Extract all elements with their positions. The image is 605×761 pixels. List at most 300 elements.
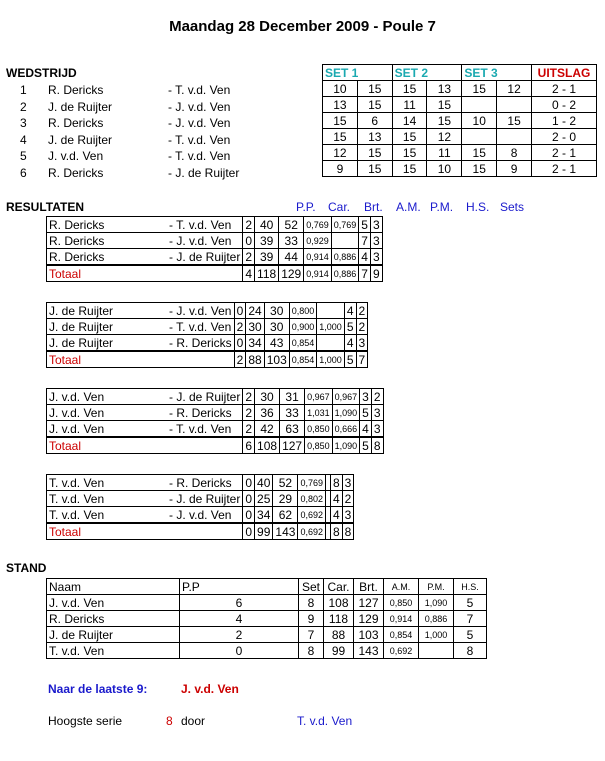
total-brt: 103 <box>264 351 289 368</box>
match-player1: J. de Ruijter <box>48 99 113 114</box>
sets-table <box>322 64 597 177</box>
total-pm: 0,886 <box>331 265 359 282</box>
result-player2: - T. v.d. Ven <box>169 421 232 436</box>
result-hs: 5 <box>359 217 371 233</box>
total-label: Totaal <box>47 351 235 368</box>
sets-row <box>323 145 597 161</box>
uitslag-value: 0 - 2 <box>532 97 597 113</box>
total-row <box>47 265 383 282</box>
result-player2: - R. Dericks <box>169 405 232 420</box>
uitslag-value: 2 - 1 <box>532 161 597 177</box>
hoogste-serie-player: T. v.d. Ven <box>297 714 353 728</box>
match-player1: J. de Ruijter <box>48 132 113 147</box>
result-am: 0,967 <box>305 389 333 405</box>
stand-header: P.M. <box>419 579 454 595</box>
stand-pm: 1,090 <box>419 595 454 611</box>
stand-header: Brt. <box>354 579 384 595</box>
page-title: Maandag 28 December 2009 - Poule 7 <box>169 18 436 35</box>
result-hs: 4 <box>344 335 356 352</box>
result-hs: 5 <box>360 405 372 421</box>
stand-header: A.M. <box>384 579 419 595</box>
stand-row <box>47 627 487 643</box>
match-number: 3 <box>20 116 27 130</box>
result-player1: J. de Ruijter <box>49 335 114 350</box>
result-pp: 0 <box>243 491 255 507</box>
result-hs: 3 <box>360 389 372 405</box>
result-pm: 1,090 <box>332 405 360 421</box>
set-score: 15 <box>462 161 497 177</box>
total-pp: 2 <box>234 351 246 368</box>
stand-naam: J. de Ruijter <box>47 627 180 643</box>
result-brt: 30 <box>264 303 289 319</box>
result-pp: 2 <box>234 319 246 335</box>
match-player1: R. Dericks <box>48 83 104 97</box>
match-number: 2 <box>20 99 27 114</box>
stand-header: P.P <box>180 579 299 595</box>
stand-brt: 103 <box>354 627 384 643</box>
set-score: 15 <box>357 145 392 161</box>
total-row <box>47 351 368 368</box>
stand-set: 7 <box>299 627 324 643</box>
total-car: 99 <box>255 523 273 540</box>
stand-car: 108 <box>324 595 354 611</box>
resultaten-group <box>46 388 384 454</box>
result-am: 0,692 <box>298 507 326 524</box>
result-pp: 0 <box>234 335 246 352</box>
stand-heading: STAND <box>6 561 47 575</box>
stand-header: H.S. <box>454 579 487 595</box>
stand-car: 88 <box>324 627 354 643</box>
result-player2: - R. Dericks <box>169 335 232 350</box>
result-brt: 33 <box>280 405 305 421</box>
total-hs: 8 <box>330 523 342 540</box>
result-players <box>47 249 243 266</box>
result-car: 39 <box>255 249 279 266</box>
stand-hs: 5 <box>454 595 487 611</box>
set-score: 15 <box>392 145 427 161</box>
result-pm: 0,967 <box>332 389 360 405</box>
result-pp: 0 <box>243 475 255 491</box>
total-hs: 5 <box>360 437 372 454</box>
result-am: 0,900 <box>289 319 317 335</box>
result-am: 0,854 <box>289 335 317 352</box>
stand-naam: R. Dericks <box>47 611 180 627</box>
match-number: 5 <box>20 149 27 163</box>
total-am: 0,914 <box>304 265 332 282</box>
stand-header-row <box>47 579 487 595</box>
match-player1: R. Dericks <box>48 116 104 130</box>
result-car: 24 <box>246 303 264 319</box>
uitslag-header: UITSLAG <box>532 65 597 81</box>
stand-set: 9 <box>299 611 324 627</box>
sets-row <box>323 113 597 129</box>
total-row <box>47 523 354 540</box>
stand-pp: 4 <box>180 611 299 627</box>
resultaten-header: Sets <box>500 200 525 214</box>
set3-header: SET 3 <box>462 65 532 81</box>
total-hs: 7 <box>359 265 371 282</box>
stand-header: Set <box>299 579 324 595</box>
stand-hs: 5 <box>454 627 487 643</box>
total-label: Totaal <box>47 523 243 540</box>
stand-set: 8 <box>299 643 324 659</box>
set-score: 13 <box>357 129 392 145</box>
result-hs: 7 <box>359 233 371 249</box>
set-score: 13 <box>323 97 358 113</box>
set-score: 15 <box>357 81 392 97</box>
stand-naam: J. v.d. Ven <box>47 595 180 611</box>
result-brt: 29 <box>273 491 298 507</box>
result-pm: 0,886 <box>331 249 359 266</box>
result-sets: 3 <box>370 249 382 266</box>
stand-header: Car. <box>324 579 354 595</box>
stand-am: 0,692 <box>384 643 419 659</box>
match-player2: - T. v.d. Ven <box>168 149 231 163</box>
result-players <box>47 335 235 352</box>
result-player1: R. Dericks <box>49 217 105 232</box>
set-score: 15 <box>323 113 358 129</box>
stand-hs: 7 <box>454 611 487 627</box>
result-brt: 62 <box>273 507 298 524</box>
result-pp: 2 <box>243 389 255 405</box>
result-sets: 3 <box>371 405 383 421</box>
result-sets: 2 <box>356 303 368 319</box>
total-am: 0,850 <box>305 437 333 454</box>
total-pp: 0 <box>243 523 255 540</box>
result-player1: J. v.d. Ven <box>49 389 105 404</box>
set-score: 8 <box>497 145 532 161</box>
total-am: 0,692 <box>298 523 326 540</box>
result-car: 34 <box>246 335 264 352</box>
result-hs: 8 <box>330 475 342 491</box>
set-score: 12 <box>323 145 358 161</box>
total-sets: 9 <box>370 265 382 282</box>
set-score: 15 <box>357 161 392 177</box>
resultaten-heading: RESULTATEN <box>6 200 84 214</box>
result-row <box>47 249 383 266</box>
result-players <box>47 319 235 335</box>
result-player2: - J. de Ruijter <box>169 389 241 404</box>
result-am: 0,914 <box>304 249 332 266</box>
total-brt: 143 <box>273 523 298 540</box>
result-pp: 0 <box>243 507 255 524</box>
result-pp: 2 <box>243 405 255 421</box>
set-score: 11 <box>427 145 462 161</box>
result-row <box>47 405 384 421</box>
result-player2: - J. v.d. Ven <box>169 303 232 318</box>
set-score: 13 <box>427 81 462 97</box>
result-player1: R. Dericks <box>49 233 105 248</box>
result-am: 0,800 <box>289 303 317 319</box>
laatste-label: Naar de laatste 9: <box>48 682 148 696</box>
stand-table <box>46 578 487 659</box>
total-sets: 8 <box>371 437 383 454</box>
total-car: 108 <box>255 437 280 454</box>
result-hs: 4 <box>344 303 356 319</box>
stand-brt: 143 <box>354 643 384 659</box>
match-player1: J. v.d. Ven <box>48 149 104 163</box>
set-score: 15 <box>392 129 427 145</box>
result-hs: 4 <box>330 507 342 524</box>
sets-row <box>323 129 597 145</box>
result-brt: 31 <box>280 389 305 405</box>
resultaten-header: P.M. <box>430 200 454 214</box>
result-am: 0,769 <box>298 475 326 491</box>
hoogste-serie-label: Hoogste serie <box>48 714 123 728</box>
result-player2: - J. de Ruijter <box>169 249 241 264</box>
result-sets: 2 <box>356 319 368 335</box>
result-hs: 4 <box>360 421 372 438</box>
match-player2: - T. v.d. Ven <box>168 83 231 97</box>
result-player2: - T. v.d. Ven <box>169 319 232 334</box>
total-am: 0,854 <box>289 351 317 368</box>
resultaten-header: P.P. <box>296 200 316 214</box>
total-pm: 1,000 <box>317 351 345 368</box>
result-player2: - T. v.d. Ven <box>169 217 232 232</box>
set-score <box>497 97 532 113</box>
result-pp: 2 <box>243 421 255 438</box>
resultaten-header: Car. <box>328 200 351 214</box>
result-row <box>47 319 368 335</box>
set-score: 15 <box>462 145 497 161</box>
match-number: 1 <box>20 83 27 97</box>
result-sets: 3 <box>370 217 382 233</box>
set-score: 15 <box>427 113 462 129</box>
result-players <box>47 303 235 319</box>
set-score: 9 <box>323 161 358 177</box>
set-score: 15 <box>357 97 392 113</box>
match-player2: - J. v.d. Ven <box>168 99 231 114</box>
total-hs: 5 <box>344 351 356 368</box>
result-player2: - R. Dericks <box>169 475 232 490</box>
stand-naam: T. v.d. Ven <box>47 643 180 659</box>
total-sets: 7 <box>356 351 368 368</box>
stand-pp: 0 <box>180 643 299 659</box>
result-brt: 52 <box>279 217 304 233</box>
result-players <box>47 405 243 421</box>
result-sets: 3 <box>342 475 354 491</box>
result-car: 40 <box>255 217 279 233</box>
laatste-value: J. v.d. Ven <box>181 682 239 696</box>
result-brt: 63 <box>280 421 305 438</box>
result-player1: J. v.d. Ven <box>49 405 105 420</box>
uitslag-value: 1 - 2 <box>532 113 597 129</box>
stand-car: 118 <box>324 611 354 627</box>
match-number: 6 <box>20 165 27 180</box>
resultaten-group <box>46 302 368 368</box>
stand-am: 0,854 <box>384 627 419 643</box>
result-row <box>47 217 383 233</box>
result-sets: 3 <box>342 507 354 524</box>
result-pm <box>317 335 345 352</box>
total-pp: 6 <box>243 437 255 454</box>
result-brt: 33 <box>279 233 304 249</box>
stand-row <box>47 611 487 627</box>
result-player1: J. de Ruijter <box>49 303 114 318</box>
result-players <box>47 233 243 249</box>
result-pm: 0,666 <box>332 421 360 438</box>
result-row <box>47 421 384 438</box>
set-score: 15 <box>427 97 462 113</box>
stand-brt: 129 <box>354 611 384 627</box>
result-player1: T. v.d. Ven <box>49 491 105 506</box>
total-car: 118 <box>255 265 279 282</box>
set-score: 15 <box>497 113 532 129</box>
result-car: 39 <box>255 233 279 249</box>
total-row <box>47 437 384 454</box>
result-am: 0,769 <box>304 217 332 233</box>
set-score <box>462 129 497 145</box>
wedstrijd-heading: WEDSTRIJD <box>6 66 77 80</box>
result-car: 36 <box>255 405 280 421</box>
result-brt: 30 <box>264 319 289 335</box>
stand-header: Naam <box>47 579 180 595</box>
resultaten-header: H.S. <box>466 200 490 214</box>
result-players <box>47 217 243 233</box>
set-score: 10 <box>462 113 497 129</box>
hoogste-serie-door: door <box>181 714 206 728</box>
match-number: 4 <box>20 132 27 147</box>
match-player2: - J. de Ruijter <box>168 165 240 180</box>
result-pm <box>317 303 345 319</box>
set-score: 15 <box>392 81 427 97</box>
set-score <box>462 97 497 113</box>
result-car: 40 <box>255 475 273 491</box>
result-car: 30 <box>246 319 264 335</box>
total-label: Totaal <box>47 437 243 454</box>
total-pm: 1,090 <box>332 437 360 454</box>
result-brt: 52 <box>273 475 298 491</box>
result-am: 1,031 <box>305 405 333 421</box>
stand-am: 0,850 <box>384 595 419 611</box>
result-hs: 4 <box>359 249 371 266</box>
result-players <box>47 491 243 507</box>
total-brt: 129 <box>279 265 304 282</box>
result-pp: 2 <box>243 217 255 233</box>
result-row <box>47 475 354 491</box>
result-players <box>47 421 243 438</box>
set2-header: SET 2 <box>392 65 462 81</box>
result-player1: J. v.d. Ven <box>49 421 105 436</box>
result-am: 0,802 <box>298 491 326 507</box>
result-am: 0,850 <box>305 421 333 438</box>
result-pp: 2 <box>243 249 255 266</box>
hoogste-serie-value: 8 <box>166 714 173 728</box>
set-score: 12 <box>427 129 462 145</box>
result-row <box>47 335 368 352</box>
stand-pp: 6 <box>180 595 299 611</box>
set1-header: SET 1 <box>323 65 393 81</box>
stand-row <box>47 643 487 659</box>
result-player1: J. de Ruijter <box>49 319 114 334</box>
result-player2: - J. v.d. Ven <box>169 507 232 522</box>
result-pm <box>331 233 359 249</box>
match-player2: - T. v.d. Ven <box>168 132 231 147</box>
resultaten-group <box>46 216 383 282</box>
total-label: Totaal <box>47 265 243 282</box>
result-player1: T. v.d. Ven <box>49 507 105 522</box>
set-score: 15 <box>323 129 358 145</box>
sets-row <box>323 161 597 177</box>
result-player1: R. Dericks <box>49 249 105 264</box>
result-sets: 3 <box>371 421 383 438</box>
total-brt: 127 <box>280 437 305 454</box>
resultaten-group <box>46 474 354 540</box>
stand-brt: 127 <box>354 595 384 611</box>
sets-row <box>323 97 597 113</box>
result-players <box>47 475 243 491</box>
uitslag-value: 2 - 1 <box>532 145 597 161</box>
result-sets: 2 <box>371 389 383 405</box>
result-player1: T. v.d. Ven <box>49 475 105 490</box>
result-players <box>47 507 243 524</box>
total-car: 88 <box>246 351 264 368</box>
result-car: 34 <box>255 507 273 524</box>
result-am: 0,929 <box>304 233 332 249</box>
result-hs: 4 <box>330 491 342 507</box>
result-player2: - J. de Ruijter <box>169 491 241 506</box>
uitslag-value: 2 - 1 <box>532 81 597 97</box>
result-player2: - J. v.d. Ven <box>169 233 232 248</box>
set-score: 10 <box>323 81 358 97</box>
uitslag-value: 2 - 0 <box>532 129 597 145</box>
stand-pp: 2 <box>180 627 299 643</box>
stand-pm: 1,000 <box>419 627 454 643</box>
resultaten-header: Brt. <box>364 200 383 214</box>
set-score: 12 <box>497 81 532 97</box>
result-players <box>47 389 243 405</box>
set-score: 15 <box>392 161 427 177</box>
result-sets: 2 <box>342 491 354 507</box>
set-score: 6 <box>357 113 392 129</box>
result-brt: 43 <box>264 335 289 352</box>
sets-row <box>323 81 597 97</box>
total-pp: 4 <box>243 265 255 282</box>
stand-am: 0,914 <box>384 611 419 627</box>
set-score: 14 <box>392 113 427 129</box>
set-score: 9 <box>497 161 532 177</box>
result-brt: 44 <box>279 249 304 266</box>
result-row <box>47 303 368 319</box>
result-car: 30 <box>255 389 280 405</box>
stand-set: 8 <box>299 595 324 611</box>
match-player2: - J. v.d. Ven <box>168 116 231 130</box>
result-row <box>47 389 384 405</box>
set-score: 11 <box>392 97 427 113</box>
result-pm: 1,000 <box>317 319 345 335</box>
result-car: 25 <box>255 491 273 507</box>
stand-pm: 0,886 <box>419 611 454 627</box>
result-sets: 3 <box>370 233 382 249</box>
set-score <box>497 129 532 145</box>
match-player1: R. Dericks <box>48 165 104 180</box>
stand-hs: 8 <box>454 643 487 659</box>
result-row <box>47 491 354 507</box>
set-score: 10 <box>427 161 462 177</box>
resultaten-header: A.M. <box>396 200 421 214</box>
result-pp: 0 <box>243 233 255 249</box>
stand-car: 99 <box>324 643 354 659</box>
result-car: 42 <box>255 421 280 438</box>
result-hs: 5 <box>344 319 356 335</box>
result-row <box>47 233 383 249</box>
result-row <box>47 507 354 524</box>
stand-row <box>47 595 487 611</box>
stand-pm <box>419 643 454 659</box>
result-pm: 0,769 <box>331 217 359 233</box>
result-pp: 0 <box>234 303 246 319</box>
total-sets: 8 <box>342 523 354 540</box>
